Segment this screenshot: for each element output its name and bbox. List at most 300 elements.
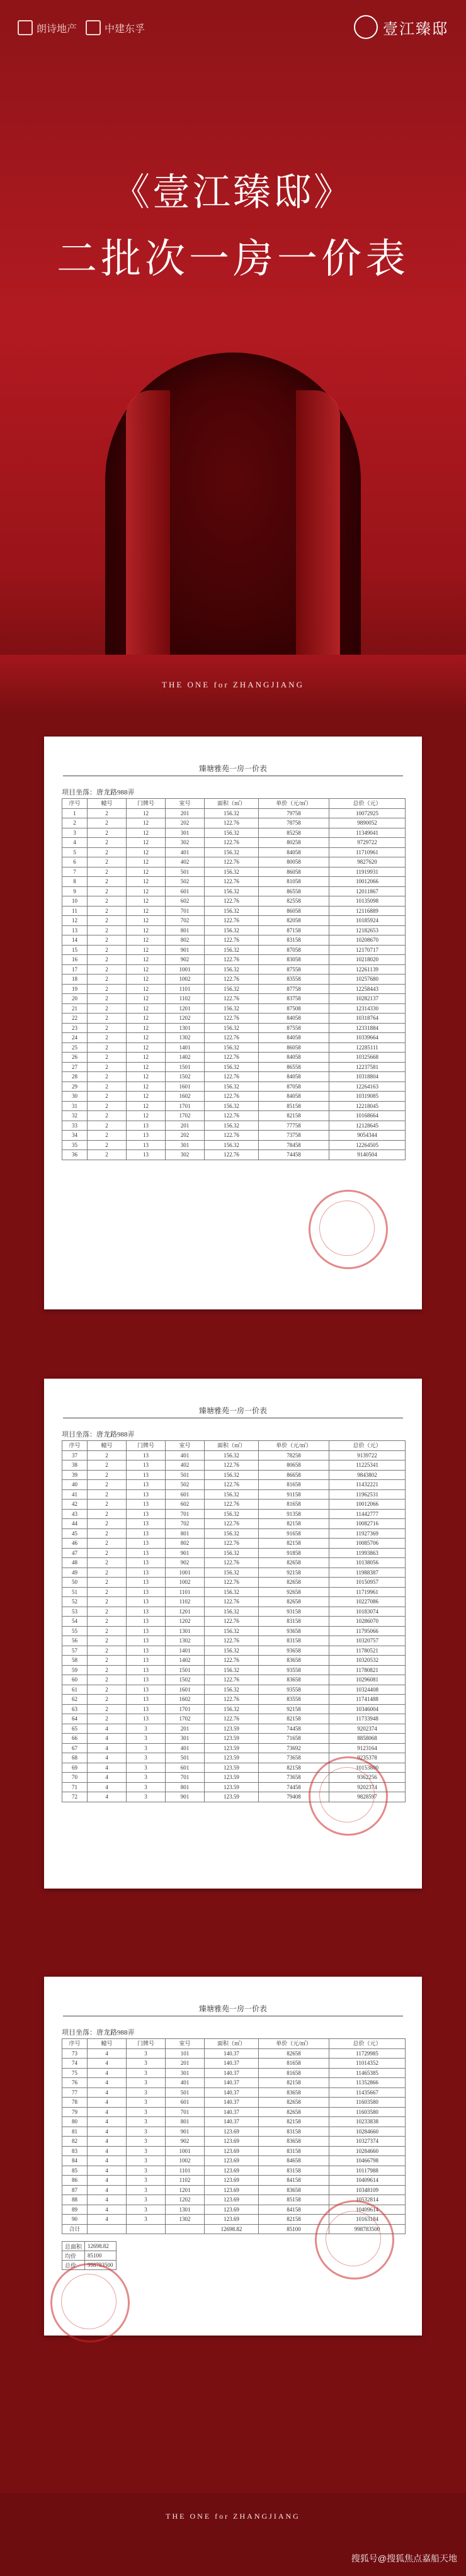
table-row [62, 877, 406, 887]
table-cell: 11962531 [329, 1489, 406, 1500]
table-cell: 88 [62, 2195, 88, 2205]
table-cell: 5 [62, 847, 88, 857]
table-cell: 1301 [166, 1626, 205, 1636]
table-cell: 12 [127, 974, 166, 985]
table-cell: 13 [127, 1548, 166, 1558]
table-row [62, 2176, 406, 2186]
table-cell: 156.32 [205, 1568, 259, 1578]
table-cell: 122.76 [205, 935, 259, 946]
column-header: 幢号 [88, 1441, 127, 1451]
table-cell: 82158 [259, 1111, 329, 1121]
table-cell: 4 [88, 1753, 127, 1763]
table-row [62, 1665, 406, 1675]
table-cell: 13 [127, 1150, 166, 1160]
table-cell: 122.76 [205, 1519, 259, 1529]
table-cell: 1402 [166, 1053, 205, 1063]
column-header: 面积（㎡） [205, 1441, 259, 1451]
hero-subtitle: 二批次一房一价表 [57, 237, 409, 281]
table-cell: 10185924 [329, 916, 406, 926]
table-cell: 101 [166, 2048, 205, 2059]
table-row [62, 1121, 406, 1131]
table-cell: 156.32 [205, 808, 259, 818]
table-cell: 402 [166, 857, 205, 867]
table-cell: 13 [62, 925, 88, 935]
table-cell: 11352866 [329, 2078, 406, 2088]
table-cell: 122.76 [205, 1714, 259, 1724]
column-header: 门牌号 [127, 799, 166, 809]
column-header: 总价（元） [329, 2039, 406, 2049]
table-cell: 10218020 [329, 955, 406, 965]
table-cell: 11719961 [329, 1587, 406, 1597]
table-cell: 602 [166, 1500, 205, 1510]
table-header-row [62, 2039, 406, 2049]
table-cell: 123.59 [205, 1782, 259, 1792]
page-title: 臻塘雅苑一房一价表 [198, 764, 267, 773]
table-row [62, 886, 406, 896]
table-cell: 802 [166, 935, 205, 946]
table-cell: 12314330 [329, 1003, 406, 1014]
table-cell: 81658 [259, 2068, 329, 2078]
table-cell: 122.76 [205, 857, 259, 867]
table-cell: 701 [166, 1773, 205, 1783]
table-cell: 81658 [259, 2059, 329, 2069]
table-cell: 82658 [259, 1578, 329, 1588]
table-cell: 4 [88, 1782, 127, 1792]
table-cell: 901 [166, 1548, 205, 1558]
table-cell: 2 [88, 1636, 127, 1646]
summary-row [62, 2242, 116, 2251]
table-cell: 156.32 [205, 1509, 259, 1519]
table-cell: 2 [88, 1489, 127, 1500]
project-address: 项目坐落：唐龙路988弄 [62, 1431, 135, 1438]
developer-logo-2 [86, 20, 145, 35]
table-cell: 2 [88, 1460, 127, 1471]
table-cell: 701 [166, 906, 205, 916]
table-cell: 12237581 [329, 1062, 406, 1072]
table-cell: 3 [127, 2146, 166, 2156]
table-cell: 71658 [259, 1734, 329, 1744]
table-row [62, 1150, 406, 1160]
summary-cell: 998783500 [85, 2261, 116, 2270]
table-cell: 10325668 [329, 1053, 406, 1063]
table-cell: 901 [166, 945, 205, 955]
table-cell: 20 [62, 994, 88, 1004]
table-cell: 1202 [166, 1014, 205, 1024]
table-cell: 12170717 [329, 945, 406, 955]
table-cell: 702 [166, 916, 205, 926]
table-cell: 68 [62, 1753, 88, 1763]
table-cell: 140.37 [205, 2068, 259, 2078]
total-cell [127, 2224, 166, 2234]
table-cell: 156.32 [205, 1082, 259, 1092]
table-cell: 10072925 [329, 808, 406, 818]
table-cell: 2 [88, 838, 127, 848]
table-cell: 9729722 [329, 838, 406, 848]
table-cell: 13 [127, 1480, 166, 1490]
table-cell: 3 [127, 2087, 166, 2098]
table-row [62, 1548, 406, 1558]
table-cell: 10257680 [329, 974, 406, 985]
table-row [62, 1053, 406, 1063]
table-cell: 82 [62, 2137, 88, 2147]
table-cell: 10282137 [329, 994, 406, 1004]
table-cell: 8 [62, 877, 88, 887]
table-cell: 3 [127, 2185, 166, 2195]
table-cell: 123.59 [205, 1792, 259, 1802]
table-cell: 4 [88, 1792, 127, 1802]
table-cell: 123.69 [205, 2215, 259, 2225]
table-cell: 85158 [259, 2195, 329, 2205]
table-cell: 4 [88, 2185, 127, 2195]
table-cell: 13 [127, 1140, 166, 1150]
table-cell: 82158 [259, 2117, 329, 2127]
table-cell: 156.32 [205, 1646, 259, 1656]
table-cell: 801 [166, 1528, 205, 1539]
table-row [62, 1685, 406, 1695]
table-cell: 13 [127, 1578, 166, 1588]
table-cell: 3 [127, 2048, 166, 2059]
table-cell: 2 [88, 1003, 127, 1014]
table-cell: 1602 [166, 1695, 205, 1705]
table-cell: 10 [62, 896, 88, 907]
table-cell: 12 [127, 1023, 166, 1033]
table-cell: 12 [127, 1003, 166, 1014]
table-cell: 156.32 [205, 1607, 259, 1617]
table-cell: 4 [88, 2176, 127, 2186]
table-cell: 601 [166, 2098, 205, 2108]
table-cell: 901 [166, 1792, 205, 1802]
table-cell: 14 [62, 935, 88, 946]
table-cell: 73692 [259, 1743, 329, 1753]
table-cell: 12 [127, 925, 166, 935]
table-cell: 156.32 [205, 1023, 259, 1033]
table-row [62, 1646, 406, 1656]
column-header: 面积（㎡） [205, 2039, 259, 2049]
table-cell: 83658 [259, 1656, 329, 1666]
table-cell: 123.69 [205, 2176, 259, 2186]
table-cell: 93558 [259, 1665, 329, 1675]
table-cell: 1202 [166, 2195, 205, 2205]
table-row [62, 2059, 406, 2069]
table-cell: 10227086 [329, 1597, 406, 1607]
table-cell: 87758 [259, 984, 329, 994]
table-cell: 901 [166, 2127, 205, 2137]
table-cell: 201 [166, 2059, 205, 2069]
table-cell: 123.69 [205, 2205, 259, 2215]
table-cell: 92158 [259, 1568, 329, 1578]
table-cell: 2 [88, 1053, 127, 1063]
table-cell: 3 [127, 2205, 166, 2215]
table-cell: 80658 [259, 1460, 329, 1471]
column-header: 面积（㎡） [205, 799, 259, 809]
table-cell: 156.32 [205, 1528, 259, 1539]
table-cell: 84058 [259, 847, 329, 857]
table-cell: 3 [127, 1763, 166, 1773]
table-row [62, 935, 406, 946]
table-cell: 2 [88, 1539, 127, 1549]
table-cell: 140.37 [205, 2087, 259, 2098]
table-row [62, 1704, 406, 1714]
footer-slogan: THE ONE for ZHANGJIANG [166, 2512, 300, 2521]
table-row [62, 1539, 406, 1549]
table-cell: 1502 [166, 1072, 205, 1082]
table-row [62, 2166, 406, 2176]
table-cell: 13 [127, 1539, 166, 1549]
table-cell: 83658 [259, 2137, 329, 2147]
table-row [62, 1607, 406, 1617]
official-seal [309, 1190, 388, 1269]
table-cell: 87158 [259, 925, 329, 935]
table-cell: 10327374 [329, 2137, 406, 2147]
table-cell: 6 [62, 857, 88, 867]
table-cell: 2 [88, 847, 127, 857]
table-cell: 74458 [259, 1782, 329, 1792]
table-cell: 74 [62, 2059, 88, 2069]
table-cell: 62 [62, 1695, 88, 1705]
table-cell: 12 [127, 1072, 166, 1082]
table-cell: 2 [88, 1092, 127, 1102]
table-cell: 3 [127, 2166, 166, 2176]
table-cell: 84058 [259, 1033, 329, 1043]
table-cell: 10012066 [329, 877, 406, 887]
table-cell: 1201 [166, 2185, 205, 2195]
table-cell: 71 [62, 1782, 88, 1792]
table-cell: 84158 [259, 2176, 329, 2186]
table-cell: 201 [166, 808, 205, 818]
table-cell: 11442777 [329, 1509, 406, 1519]
table-cell: 122.76 [205, 1656, 259, 1666]
table-cell: 156.32 [205, 1121, 259, 1131]
table-cell: 11988387 [329, 1568, 406, 1578]
table-cell: 11 [62, 906, 88, 916]
table-cell: 10208670 [329, 935, 406, 946]
table-cell: 9140504 [329, 1150, 406, 1160]
table-cell: 12 [127, 886, 166, 896]
table-row [62, 1092, 406, 1102]
table-row [62, 896, 406, 907]
table-cell: 80 [62, 2117, 88, 2127]
table-row [62, 2137, 406, 2147]
table-cell: 82558 [259, 896, 329, 907]
table-cell: 72 [62, 1792, 88, 1802]
table-cell: 2 [88, 1685, 127, 1695]
table-cell: 12 [127, 838, 166, 848]
table-cell: 2 [88, 994, 127, 1004]
table-row [62, 2098, 406, 2108]
table-cell: 3 [127, 2117, 166, 2127]
table-row [62, 1617, 406, 1627]
table-cell: 1101 [166, 984, 205, 994]
table-cell: 3 [127, 1724, 166, 1734]
table-cell: 2 [88, 945, 127, 955]
table-cell: 2 [88, 1072, 127, 1082]
developer-logo-1 [18, 20, 77, 35]
table-cell: 13 [127, 1519, 166, 1529]
table-cell: 123.69 [205, 2166, 259, 2176]
table-cell: 3 [127, 1773, 166, 1783]
column-header: 序号 [62, 1441, 88, 1451]
table-cell: 85158 [259, 1101, 329, 1111]
table-cell: 83758 [259, 994, 329, 1004]
table-cell: 122.76 [205, 1597, 259, 1607]
table-cell: 301 [166, 1140, 205, 1150]
table-row [62, 1042, 406, 1053]
table-cell: 82058 [259, 916, 329, 926]
table-cell: 10082716 [329, 1519, 406, 1529]
table-row [62, 2127, 406, 2137]
table-cell: 8858068 [329, 1734, 406, 1744]
table-cell: 2 [88, 1587, 127, 1597]
table-cell: 123.59 [205, 1753, 259, 1763]
table-cell: 701 [166, 1509, 205, 1519]
table-cell: 15 [62, 945, 88, 955]
table-row [62, 1470, 406, 1480]
table-cell: 156.32 [205, 1470, 259, 1480]
table-cell: 83558 [259, 974, 329, 985]
table-cell: 50 [62, 1578, 88, 1588]
table-cell: 13 [127, 1685, 166, 1695]
table-cell: 34 [62, 1131, 88, 1141]
table-row [62, 1568, 406, 1578]
table-cell: 91358 [259, 1509, 329, 1519]
table-cell: 156.32 [205, 1101, 259, 1111]
table-cell: 78758 [259, 818, 329, 828]
table-cell: 122.76 [205, 1111, 259, 1121]
table-cell: 123.69 [205, 2137, 259, 2147]
table-cell: 13 [127, 1500, 166, 1510]
table-cell: 86558 [259, 886, 329, 896]
table-cell: 123.69 [205, 2127, 259, 2137]
table-cell: 1402 [166, 1656, 205, 1666]
table-cell: 12 [127, 877, 166, 887]
table-cell: 1302 [166, 2215, 205, 2225]
table-cell: 9202374 [329, 1782, 406, 1792]
table-cell: 156.32 [205, 906, 259, 916]
table-cell: 122.76 [205, 877, 259, 887]
table-cell: 4 [88, 2215, 127, 2225]
table-cell: 12128645 [329, 1121, 406, 1131]
table-cell: 156.32 [205, 1626, 259, 1636]
table-cell: 3 [127, 2059, 166, 2069]
table-cell: 11729985 [329, 2048, 406, 2059]
table-cell: 10346004 [329, 1704, 406, 1714]
table-cell: 11919931 [329, 867, 406, 877]
table-cell: 83158 [259, 1617, 329, 1627]
table-cell: 12218045 [329, 1101, 406, 1111]
table-cell: 1401 [166, 1042, 205, 1053]
table-cell: 83158 [259, 1636, 329, 1646]
table-row [62, 906, 406, 916]
table-cell: 10168664 [329, 1111, 406, 1121]
table-cell: 122.76 [205, 1617, 259, 1627]
table-cell: 401 [166, 1743, 205, 1753]
table-cell: 12 [127, 1092, 166, 1102]
table-cell: 156.32 [205, 1685, 259, 1695]
table-cell: 3 [127, 1734, 166, 1744]
table-cell: 156.32 [205, 886, 259, 896]
table-cell: 302 [166, 838, 205, 848]
table-cell: 4 [88, 2098, 127, 2108]
table-row [62, 2156, 406, 2166]
column-header: 门牌号 [127, 1441, 166, 1451]
table-cell: 87508 [259, 1003, 329, 1014]
table-cell: 201 [166, 1121, 205, 1131]
table-row [62, 2087, 406, 2098]
table-row [62, 1033, 406, 1043]
table-cell: 83658 [259, 1675, 329, 1685]
table-cell: 12258443 [329, 984, 406, 994]
table-cell: 83158 [259, 2127, 329, 2137]
table-cell: 25 [62, 1042, 88, 1053]
table-cell: 12331884 [329, 1023, 406, 1033]
table-cell: 2 [88, 1665, 127, 1675]
table-cell: 401 [166, 2078, 205, 2088]
table-cell: 13 [127, 1636, 166, 1646]
table-cell: 1102 [166, 994, 205, 1004]
table-cell: 3 [127, 2078, 166, 2088]
table-cell: 122.76 [205, 818, 259, 828]
table-cell: 4 [88, 2156, 127, 2166]
table-cell: 2 [88, 1695, 127, 1705]
table-cell: 1101 [166, 1587, 205, 1597]
table-cell: 140.37 [205, 2107, 259, 2117]
table-cell: 12 [127, 984, 166, 994]
table-row [62, 964, 406, 974]
project-address: 项目坐落：唐龙路988弄 [62, 2029, 135, 2037]
table-cell: 2 [88, 1714, 127, 1724]
table-cell: 56 [62, 1636, 88, 1646]
table-cell: 122.76 [205, 1072, 259, 1082]
table-cell: 2 [88, 1150, 127, 1160]
table-cell: 11465385 [329, 2068, 406, 2078]
table-cell: 10466798 [329, 2156, 406, 2166]
table-cell: 54 [62, 1617, 88, 1627]
price-table [62, 1440, 406, 1802]
table-cell: 93658 [259, 1646, 329, 1656]
table-cell: 93158 [259, 1607, 329, 1617]
table-cell: 122.76 [205, 1675, 259, 1685]
table-cell: 12 [127, 906, 166, 916]
table-cell: 11225341 [329, 1460, 406, 1471]
table-cell: 12 [127, 896, 166, 907]
table-cell: 401 [166, 1450, 205, 1460]
table-cell: 64 [62, 1714, 88, 1724]
table-cell: 13 [127, 1470, 166, 1480]
table-row [62, 1023, 406, 1033]
table-cell: 122.76 [205, 838, 259, 848]
table-cell: 122.76 [205, 1131, 259, 1141]
table-cell: 1001 [166, 1568, 205, 1578]
table-cell: 11780821 [329, 1665, 406, 1675]
table-cell: 10532814 [329, 2195, 406, 2205]
table-row [62, 808, 406, 818]
summary-cell: 总面积 [62, 2242, 85, 2251]
table-cell: 3 [127, 2098, 166, 2108]
table-cell: 41 [62, 1489, 88, 1500]
table-cell: 77 [62, 2087, 88, 2098]
table-cell: 12 [127, 1014, 166, 1024]
column-header: 单价（元/㎡） [259, 799, 329, 809]
table-cell: 13 [127, 1607, 166, 1617]
table-cell: 63 [62, 1704, 88, 1714]
table-cell: 53 [62, 1607, 88, 1617]
table-cell: 10296081 [329, 1675, 406, 1685]
column-header: 总价（元） [329, 799, 406, 809]
table-row [62, 1636, 406, 1646]
table-row [62, 994, 406, 1004]
table-cell: 10409614 [329, 2205, 406, 2215]
table-cell: 86058 [259, 867, 329, 877]
